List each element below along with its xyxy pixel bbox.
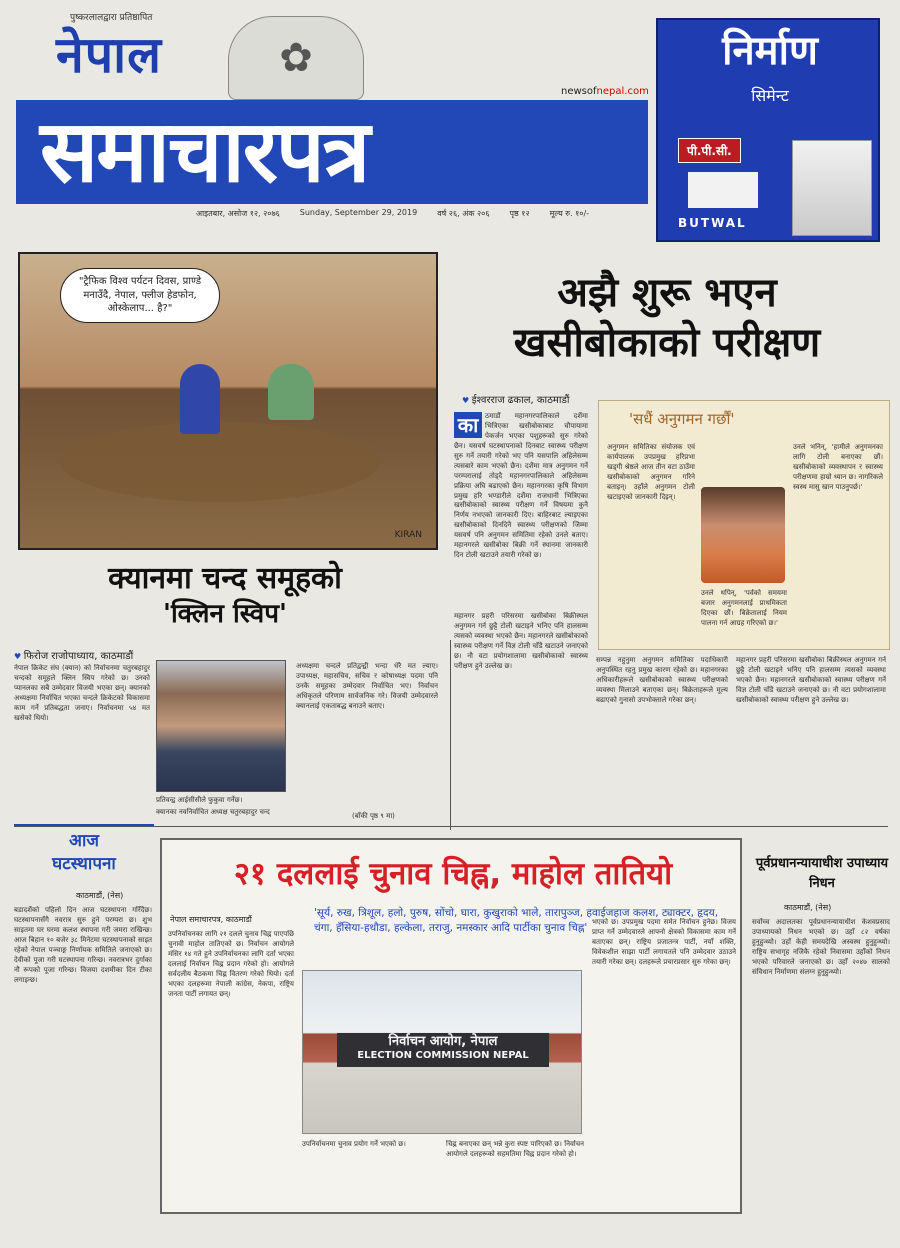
editorial-cartoon bbox=[18, 252, 438, 550]
interview-text-left: अनुगमन समितिका संयोजक एवं कार्यपालक उपप्रमुख हरिप्रभा खड्गी श्रेष्ठले आज तीन वटा ठाउँमा खसीबोकाको अनुगमन गरिने बताइन्। उहाँले अनुगमन टोली खटाइएको जानकारी दिइन्। bbox=[607, 443, 695, 501]
interview-text-right: उनले भनिन्, 'हामीले अनुगमनका लागि टोली बनाएका छौं। खसीबोकाको व्यवस्थापन र स्वास्थ्य परीक्षणमा हाम्रो ध्यान छ। नागरिकले स्वस्थ मासु खान पाउनुपर्छ।' bbox=[793, 443, 883, 491]
main-headline-line2: खसीबोकाको परीक्षण bbox=[513, 320, 821, 366]
masthead-dateline bbox=[16, 208, 648, 219]
election-text-right: भएको छ। उपप्रमुख पदमा समेत निर्वाचन हुनेछ। विजय प्राप्त गर्ने उम्मेदवारले आफ्नो क्षेत्रको विकासमा काम गर्ने बताएका छन्। राष्ट्रिय प्रजातन्त्र पार्टी, नयाँ शक्ति, विवेकशील साझा पार्टी लगायतले पनि उम्मेदवार उठाउने तयारी गरेका छन्। दलहरूले प्रचारप्रसार सुरु गरेका छन्। bbox=[592, 918, 736, 966]
election-byline: नेपाल समाचारपत्र, काठमाडौं bbox=[170, 915, 252, 924]
obituary-headline[interactable]: पूर्वप्रधानन्यायाधीश उपाध्याय निधन bbox=[755, 856, 889, 891]
election-photo-caption: उपनिर्वाचनमा चुनाव प्रयोग गर्ने भएको छ। bbox=[302, 1140, 406, 1148]
ghatasthapana-text: बडादशैंको पहिलो दिन आज घटस्थापना गरिँदैछ। घटस्थापनासँगै नवरात्र सुरु हुने परम्परा छ। शुभ साइतमा घर घरमा कलश स्थापना गरी जमरा राखिन्छ। आज बिहान १० बजेर ३८ मिनेटमा घटस्थापनाको साइत रहेको नेपाल पञ्चाङ्ग निर्णायक समितिले जनाएको छ। देवीको पूजा गरी घटस्थापना गरिन्छ। नवरात्रभर दुर्गाका नौ रूपको पूजा गरिन्छ। विजया दशमीका दिन टीका लगाइन्छ। bbox=[14, 906, 152, 984]
main-headline-line1: अझै शुरू भएन bbox=[557, 270, 777, 316]
paper-name-main: समाचारपत्र bbox=[16, 100, 648, 204]
cartoonist-signature: KIRAN bbox=[394, 530, 422, 540]
election-story-box bbox=[160, 838, 742, 1214]
cricket-story-headline[interactable] bbox=[30, 560, 420, 632]
main-story-column1b: महानगर प्रहरी परिसरमा खसीबोका बिक्रीस्थल अनुगमन गर्न छुट्टै टोली खटाइने भनिए पनि हालसम्म त्यसको व्यवस्था भएको छैन। महानगरले खसीबोकाको स्वास्थ्य परीक्षण गर्ने विज्ञ टोली चाँडै खटाउने जनाएको छ। नौ वटा प्रयोगशालामा खसीबोकाको स्वास्थ्य परीक्षण हुने उल्लेख छ। bbox=[454, 612, 588, 670]
ghatasthapana-dateline: काठमाडौं, (नेस) bbox=[76, 891, 124, 900]
ad-company: BUTWAL bbox=[678, 216, 747, 230]
ghatasthapana-heading[interactable]: आज घटस्थापना bbox=[14, 824, 154, 876]
cement-advertisement[interactable] bbox=[656, 18, 880, 242]
ad-product-image bbox=[688, 172, 758, 208]
volume-issue: वर्ष २६, अंक २०६ bbox=[437, 209, 490, 218]
ad-brand: निर्माण bbox=[722, 28, 818, 74]
election-headline[interactable]: २१ दललाई चुनाव चिह्न, माहोल तातियो bbox=[233, 856, 673, 892]
date-nepali: आइतबार, असोज १२, २०७६ bbox=[196, 209, 280, 218]
page-count: पृष्ठ १२ bbox=[509, 209, 530, 218]
main-headline[interactable] bbox=[452, 268, 882, 368]
election-text-left: उपनिर्वाचनका लागि २१ दलले चुनाव चिह्न पाएपछि चुनावी माहोल तातिएको छ। निर्वाचन आयोगले मंसिर १४ गते हुने उपनिर्वाचनका लागि दर्ता भएका दललाई निर्वाचन चिह्न प्रदान गरेको हो। आयोगले सर्वदलीय बैठकमा चिह्न वितरण गरेको थियो। दर्ता भएका दलहरूमा नेपाली कांग्रेस, नेकपा, राष्ट्रिय जनता पार्टी लगायत छन्। bbox=[168, 930, 294, 998]
cartoon-man-figure bbox=[180, 364, 220, 434]
main-story-byline: ♥ ईश्वरराज ढकाल, काठमाडौं bbox=[462, 392, 569, 406]
masthead bbox=[16, 8, 648, 220]
interview-title: 'सधैं अनुगमन गर्छौं' bbox=[629, 410, 735, 428]
ad-grade-badge: पी.पी.सी. bbox=[678, 138, 741, 163]
main-story-dropcap: का bbox=[454, 412, 482, 438]
election-commission-sign: निर्वाचन आयोग, नेपाल ELECTION COMMISSION NEPAL bbox=[337, 1033, 549, 1067]
cement-bags-image bbox=[792, 140, 872, 236]
cartoon-tourist-figure bbox=[268, 364, 314, 420]
cricket-official-photo bbox=[156, 660, 286, 792]
cricket-story-column2: अध्यक्षमा चन्दले प्रतिद्वन्द्वी भन्दा धेरै मत ल्याए। उपाध्यक्ष, महासचिव, सचिव र कोषाध्यक्ष पदमा पनि उनकै समूहका उम्मेदवार निर्वाचित भए। निर्वाचन अधिकृतले परिणाम सार्वजनिक गरे। विजयी उम्मेदवारले क्यानलाई एकताबद्ध बनाउने बताए। bbox=[296, 662, 438, 710]
election-pull-quote: 'सूर्य, रुख, त्रिशूल, हलो, पुरुष, सोंचो, घारा, कुखुराको भाले, तारापुञ्ज, हवाईजहाज कलश, ट्याक्टर, हृदय, चंगा, हँसिया-हथौडा, हल्केला, तराजु, नमस्कार आदि पार्टीका चुनाव चिह्न' bbox=[314, 907, 719, 935]
interview-text-bottom: उनले थपिन्, 'पर्वको समयमा बजार अनुगमनलाई प्राथमिकता दिएका छौं। बिक्रेतालाई नियम पालना गर्न आग्रह गरिएको छ।' bbox=[701, 589, 787, 627]
national-emblem-icon: ✿ bbox=[228, 16, 364, 100]
main-story-column3: सम्पन्न नहुनुमा अनुगमन समितिका पदाधिकारी अनुपस्थित रहनु प्रमुख कारण रहेको छ। महानगरका अधिकारीहरूले खसीबोकाको स्वास्थ्य परीक्षणको व्यवस्था मिलाउने बताएका छन्। बिक्रेताहरूले मूल्य बढाएको गुनासो उपभोक्ताले गरेका छन्। bbox=[596, 656, 728, 704]
cricket-story-byline: ♥ फिरोज राजोपाध्याय, काठमाडौं bbox=[14, 648, 133, 662]
paper-name-top: नेपाल bbox=[56, 26, 162, 84]
cricket-headline-line2: 'क्लिन स्विप' bbox=[162, 599, 287, 630]
main-story-column4: महानगर प्रहरी परिसरमा खसीबोका बिक्रीस्थल अनुगमन गर्न छुट्टै टोली खटाइने भनिए पनि हालसम्म त्यसको व्यवस्था भएको छैन। महानगरले खसीबोकाको स्वास्थ्य परीक्षण गर्ने विज्ञ टोली चाँडै खटाउने जनाएको छ। नौ वटा प्रयोगशालामा खसीबोकाको स्वास्थ्य परीक्षण हुने उल्लेख छ। bbox=[736, 656, 886, 704]
website-url[interactable]: newsofnepal.com bbox=[561, 86, 649, 97]
cricket-headline-line1: क्यानमा चन्द समूहको bbox=[108, 561, 342, 596]
cartoon-flood-water bbox=[60, 422, 380, 502]
cartoon-speech-bubble: "ट्रैफिक विश्व पर्यटन दिवस, प्राण्डे मनाउँदै, नेपाल, फ्लीज हेडफोन, ओस्केलाप... है?" bbox=[60, 268, 220, 323]
cricket-photo-caption-2: क्यानका नवनिर्वाचित अध्यक्ष चतुरबहादुर चन्द bbox=[156, 808, 270, 816]
cricket-continued: (बाँकी पृष्ठ ९ मा) bbox=[352, 812, 395, 820]
price: मूल्य रु. १०/- bbox=[549, 209, 590, 218]
cricket-photo-caption: प्रतिवन्द्व आईसीसीले फुकुवा गर्नेछ। bbox=[156, 796, 243, 804]
obituary-dateline: काठमाडौं, (नेस) bbox=[784, 903, 832, 912]
interview-box bbox=[598, 400, 890, 650]
ad-product: सिमेन्ट bbox=[751, 86, 789, 105]
masthead-tagline: पुष्करलालद्वारा प्रतिष्ठापित bbox=[70, 13, 153, 23]
main-story-column1: का ठमाडौं महानगरपालिकाले दशैंमा भित्रिएका खसीबोकाबाट चौपायामा पेकर्जन भएका पशुहरूको सुरु गरेको छैन। यसवर्ष घटस्थापनाको दिनबाट स्वास्थ्य परीक्षण सुरु गर्ने तयारी गरेको भए पनि यसपालि अहिलेसम्म त्यसबारे काम भएको छैन। दशैंमा मात्र अनुगमन गर्ने परम्परालाई तोड्दै महानगरपालिकाले अहिलेसम्म प्रक्रिया अघि बढाएको छैन। महानगरका कृषि विभाग प्रमुख हरि भण्डारीले दशैंमा राजधानी भित्रिएका खसीबोकाको स्वास्थ्य परीक्षण गर्ने विषयमा कुनै निर्णय नभएको जानकारी दिए। बाहिरबाट ल्याइएका खसीबोकाको दिनदिनै स्वास्थ्य परीक्षणको जिम्मा यसवर्ष पनि अनुगमन समितिमा रहेको उनले बताए। महानगरले खसीबोका बिक्री गर्ने स्थानमा जानकारी दिन टोली खटाउने तयारी गरेको छ। bbox=[454, 412, 588, 560]
interview-portrait bbox=[701, 487, 785, 583]
election-text-under: चिह्न बनाएका छन् भन्ने कुरा स्पष्ट पारिएको छ। निर्वाचन आयोगले दलहरूको सहमतिमा चिह्न प्रदान गरेको हो। bbox=[446, 1140, 584, 1158]
obituary-text: सर्वोच्च अदालतका पूर्वप्रधानन्यायाधीश केशवप्रसाद उपाध्यायको निधन भएको छ। उहाँ ८२ वर्षका हुनुहुन्थ्यो। उहाँ केही समयदेखि अस्वस्थ हुनुहुन्थ्यो। राष्ट्रिय सभागृह नजिकै रहेको निवासमा उहाँको निधन भएको परिवारले जनाएको छ। उहाँ २०४७ सालको संविधान निर्माणमा संलग्न हुनुहुन्थ्यो। bbox=[752, 918, 890, 976]
election-commission-photo bbox=[302, 970, 582, 1134]
date-english: Sunday, September 29, 2019 bbox=[299, 208, 418, 217]
column-divider bbox=[450, 640, 451, 830]
cricket-story-column1: नेपाल क्रिकेट संघ (क्यान) को निर्वाचनमा चतुरबहादुर चन्दको समूहले क्लिन स्विप गरेको छ। उनको प्यानलका सबै उम्मेदवार विजयी भएका छन्। क्यानको अध्यक्षमा निर्वाचित भएका चन्दले क्रिकेटको विकासमा काम गर्ने प्रतिबद्धता जनाए। निर्वाचनमा ५४ मत खसेको थियो। bbox=[14, 664, 150, 722]
